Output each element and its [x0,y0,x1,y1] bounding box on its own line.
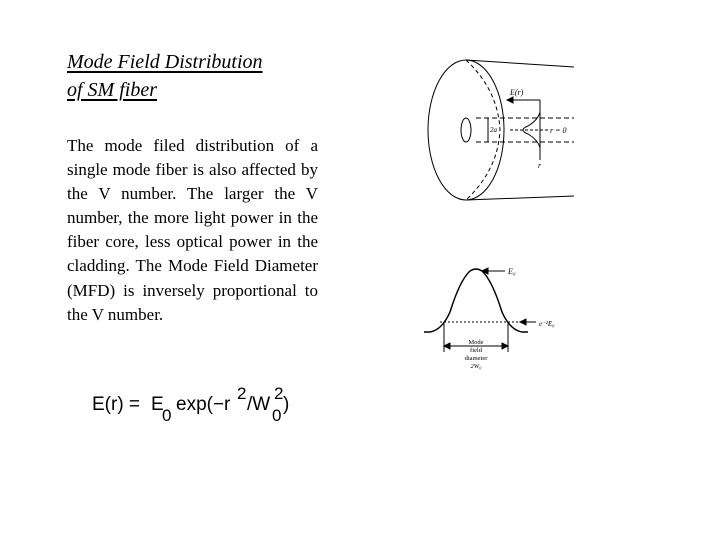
mfd-annotations [440,268,536,352]
label-e2e0: e⁻²E₀ [539,320,555,328]
label-2w0: 2W₀ [470,363,482,370]
label-er: E(r) [510,88,524,97]
formula-sup-r: 2 [237,384,247,403]
mfd-diagram [424,269,528,332]
formula-sup-w: 2 [274,384,284,403]
label-r0: r = 0 [550,126,567,135]
title-line-1: Mode Field Distribution [67,51,263,73]
mfd-left-arrow-icon [444,343,450,349]
mfd-right-arrow-icon [502,343,508,349]
fiber-bottom-edge [466,196,574,200]
body-paragraph: The mode filed distribution of a single mode fiber is also affected by the V number. The larger the V number, the more light power in the fiber core, less optical power in the cladding. The Mode Field Diameter (MFD) is inversely proportional to the V number. [67,136,318,324]
formula-lhs: E(r) = [92,394,141,415]
gaussian-curve [424,269,528,332]
fiber-core [461,118,471,142]
label-field: field [470,347,482,354]
label-2a: 2a [490,126,497,134]
e2-arrow-head-icon [520,319,526,325]
label-e0: E₀ [508,267,516,276]
label-r: r [538,161,542,170]
er-arrow-head-icon [507,97,513,103]
formula-close: ) [283,394,290,415]
formula-e: E [151,394,164,415]
field-profile-curve [523,100,540,158]
formula-exp: exp(−r [176,394,231,415]
label-mode: Mode [468,339,484,346]
title-line-2: of SM fiber [67,79,157,101]
label-diameter: diameter [464,355,488,362]
formula-sub-w: 0 [272,406,282,425]
formula-div-w: /W [247,394,271,415]
formula-sub-e: 0 [162,406,172,425]
